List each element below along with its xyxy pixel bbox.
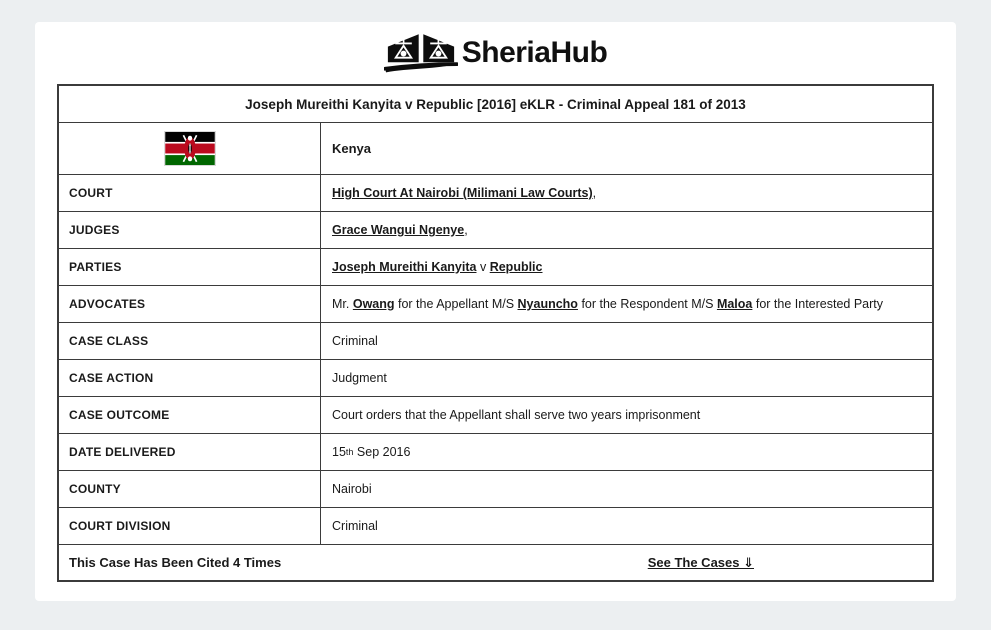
date-day: 15 <box>332 445 346 459</box>
case-class-label: CASE CLASS <box>59 323 321 359</box>
party-respondent-link[interactable]: Republic <box>489 260 543 274</box>
case-class-value: Criminal <box>332 334 378 348</box>
county-value: Nairobi <box>332 482 372 496</box>
case-outcome-label: CASE OUTCOME <box>59 397 321 433</box>
advocate-link-owang[interactable]: Owang <box>352 297 395 311</box>
judges-row <box>59 211 932 248</box>
court-division-value: Criminal <box>332 519 378 533</box>
case-details-table <box>57 84 934 582</box>
advocates-prefix: Mr. <box>332 297 353 311</box>
case-class-row <box>59 322 932 359</box>
county-row <box>59 470 932 507</box>
parties-separator: v <box>476 260 490 274</box>
case-title: Joseph Mureithi Kanyita v Republic [2016] eKLR - Criminal Appeal 181 of 2013 <box>245 96 746 112</box>
advocates-mid1: for the Appellant M/S <box>394 297 518 311</box>
advocates-label: ADVOCATES <box>59 286 321 322</box>
judges-suffix: , <box>464 223 468 237</box>
date-rest: Sep 2016 <box>353 445 411 459</box>
court-division-row <box>59 507 932 544</box>
advocate-link-maloa[interactable]: Maloa <box>716 297 753 311</box>
advocates-suffix: for the Interested Party <box>752 297 884 311</box>
court-link[interactable]: High Court At Nairobi (Milimani Law Courts) <box>332 186 593 200</box>
advocate-link-nyauncho[interactable]: Nyauncho <box>517 297 578 311</box>
country-row <box>59 122 932 174</box>
country-flag-cell <box>59 123 321 174</box>
judges-label: JUDGES <box>59 212 321 248</box>
case-action-row <box>59 359 932 396</box>
citations-row <box>59 544 932 580</box>
country-name: Kenya <box>332 141 372 156</box>
county-label: COUNTY <box>59 471 321 507</box>
parties-row <box>59 248 932 285</box>
kenya-flag-icon <box>165 132 215 165</box>
judge-link[interactable]: Grace Wangui Ngenye <box>332 223 465 237</box>
date-delivered-row <box>59 433 932 470</box>
advocates-row <box>59 285 932 322</box>
court-row <box>59 174 932 211</box>
court-label: COURT <box>59 175 321 211</box>
party-appellant-link[interactable]: Joseph Mureithi Kanyita <box>332 260 477 274</box>
case-card <box>35 22 956 601</box>
case-action-label: CASE ACTION <box>59 360 321 396</box>
parties-label: PARTIES <box>59 249 321 285</box>
case-action-value: Judgment <box>332 371 387 385</box>
see-the-cases-link[interactable]: See The Cases ⇓ <box>647 554 754 570</box>
advocates-mid2: for the Respondent M/S <box>577 297 717 311</box>
cited-count-text: This Case Has Been Cited 4 Times <box>69 555 282 570</box>
date-delivered-label: DATE DELIVERED <box>59 434 321 470</box>
date-delivered-value: 15 th Sep 2016 <box>332 445 411 459</box>
brand-name: SheriaHub <box>461 36 608 69</box>
scales-logo-icon <box>384 31 458 77</box>
court-division-label: COURT DIVISION <box>59 508 321 544</box>
case-outcome-value: Court orders that the Appellant shall serve two years imprisonment <box>332 408 701 422</box>
sheriahub-logo[interactable] <box>35 22 956 84</box>
case-outcome-row <box>59 396 932 433</box>
court-suffix: , <box>592 186 597 200</box>
